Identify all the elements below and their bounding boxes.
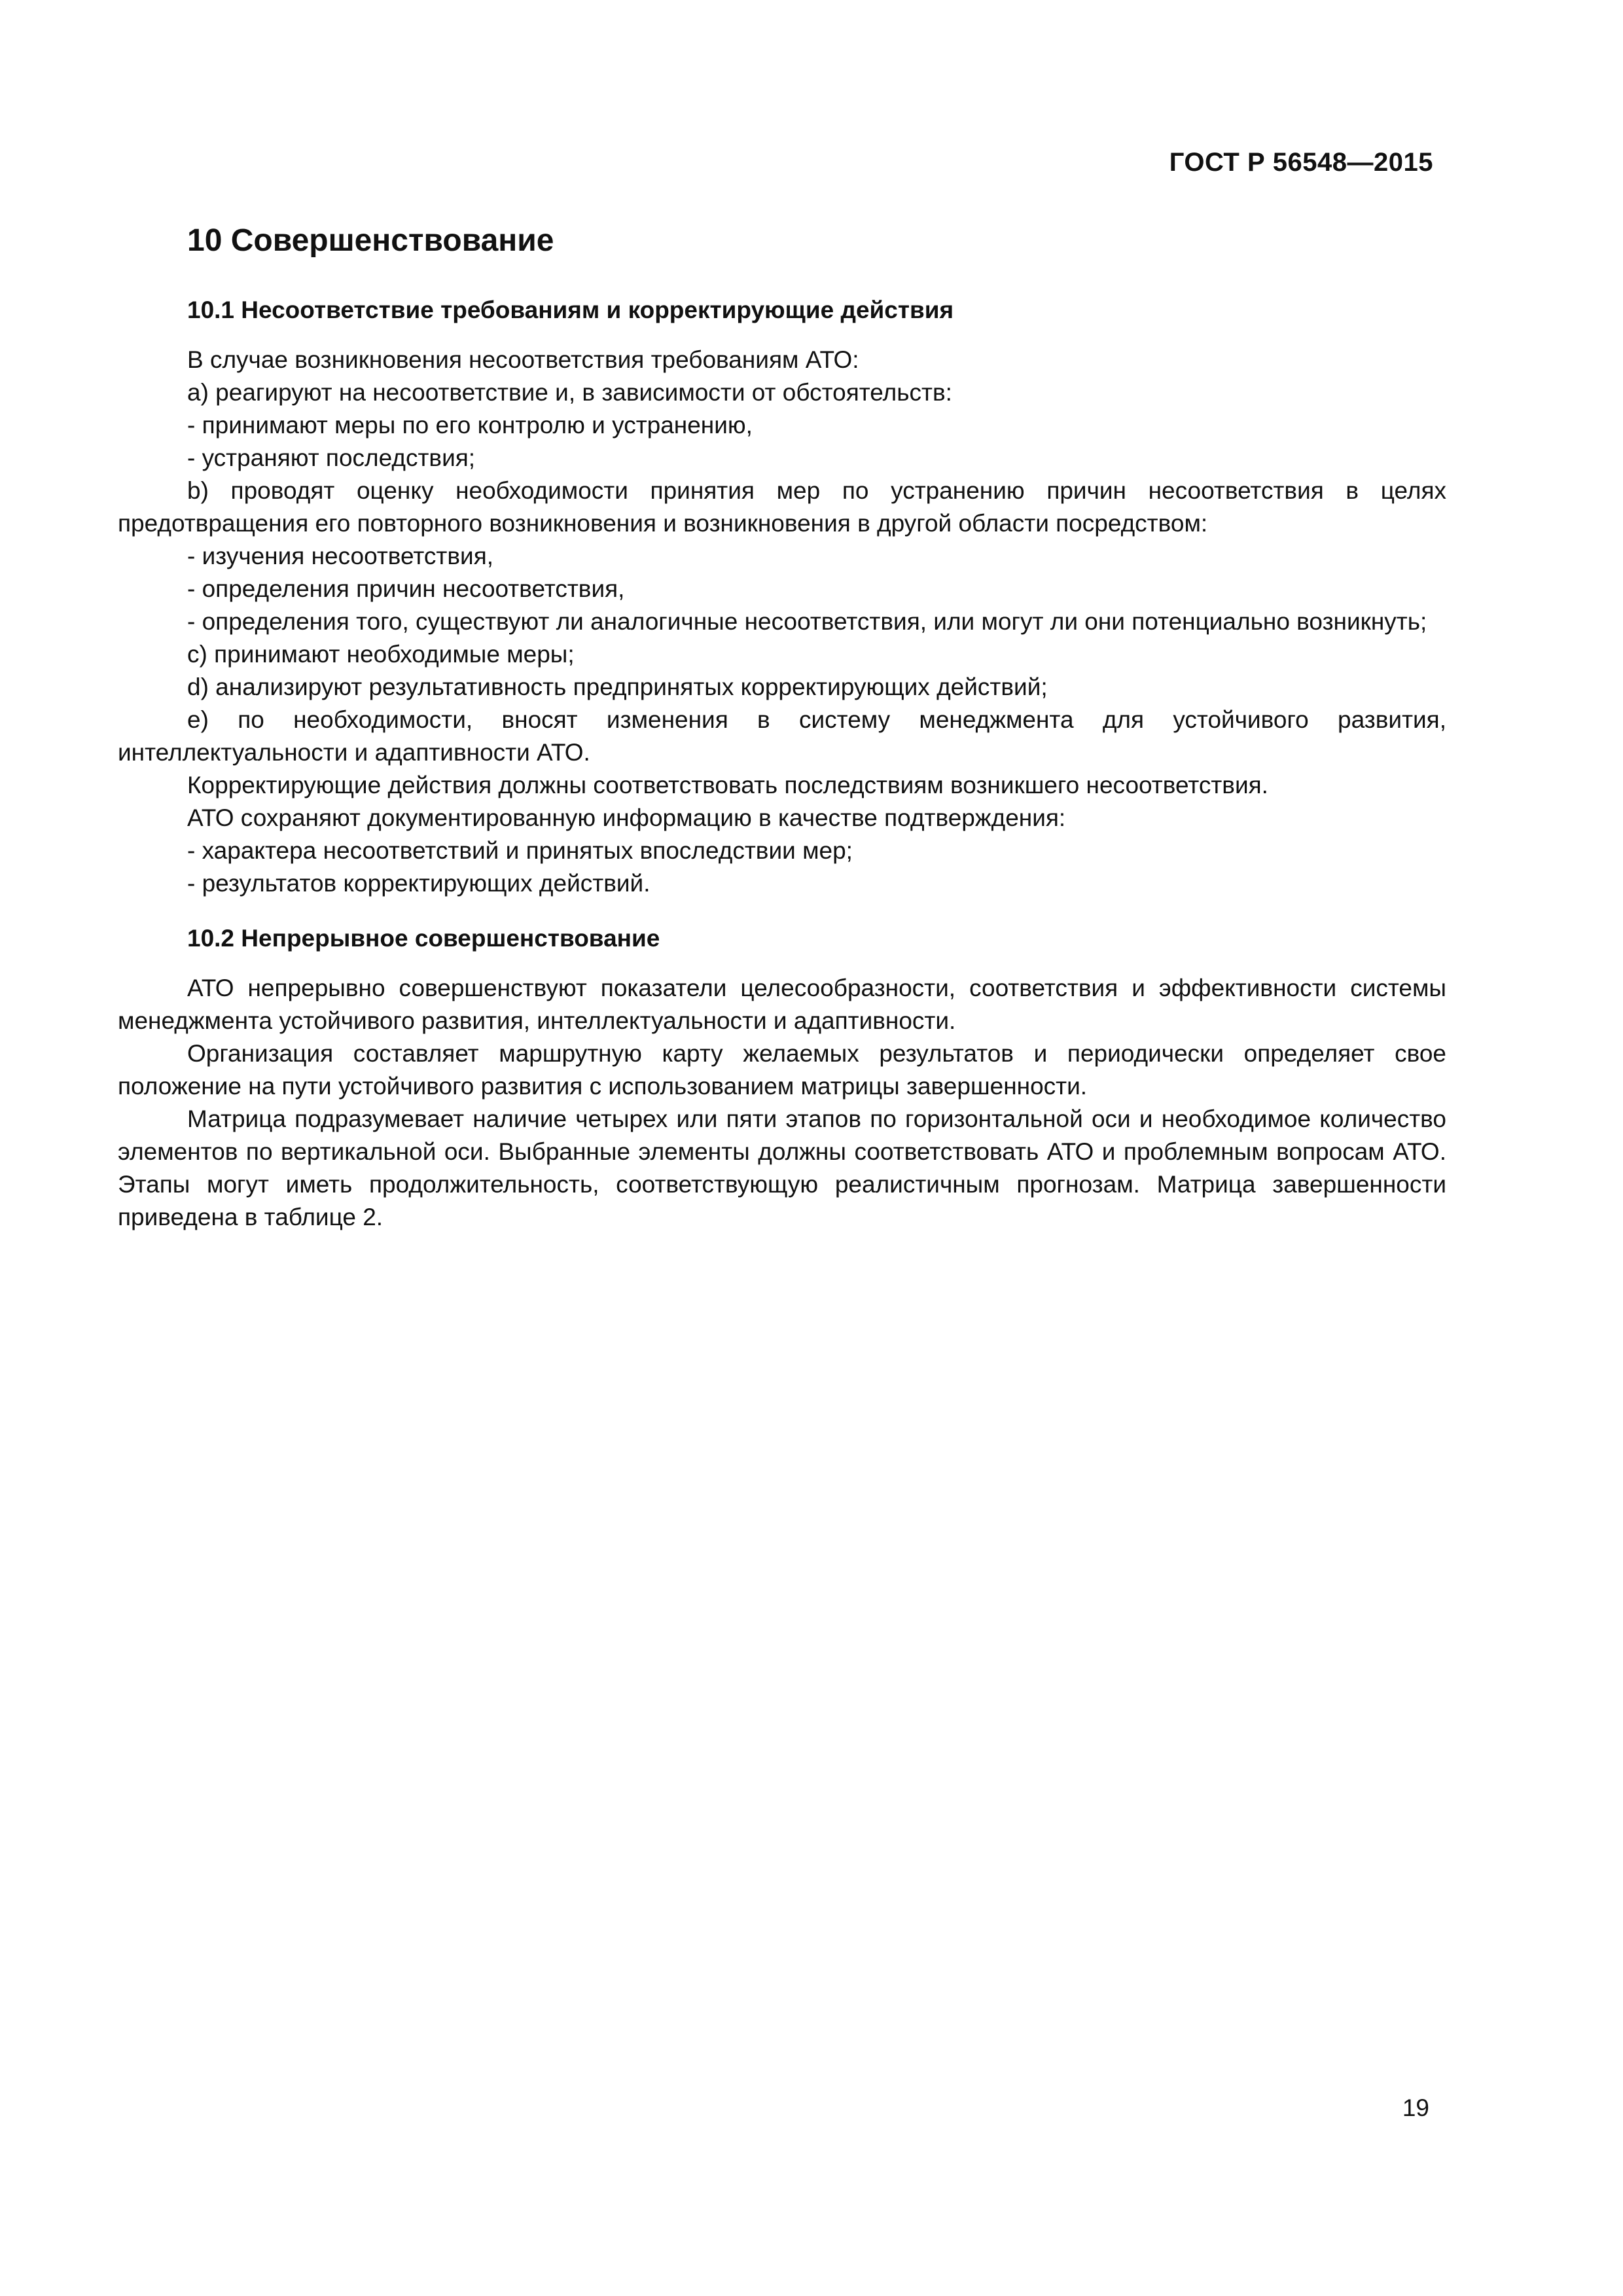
paragraph: - устраняют последствия; xyxy=(187,444,476,471)
paragraph: Корректирующие действия должны соответствовать последствиям возникшего несоответствия. xyxy=(187,772,1268,798)
page-content xyxy=(118,223,1446,1234)
paragraph: b) проводят оценку необходимости принятия мер по устранению причин несоответствия в целях предотвращения его повторного возникновения и возникновения в другой области посредством: xyxy=(118,477,1446,537)
paragraph: с) принимают необходимые меры; xyxy=(187,641,575,668)
paragraph: В случае возникновения несоответствия требованиям АТО: xyxy=(187,346,859,373)
subsection-title-10-1: 10.1 Несоответствие требованиям и корректирующие действия xyxy=(187,296,954,323)
paragraph: - характера несоответствий и принятых впоследствии мер; xyxy=(187,837,853,864)
paragraph: - принимают меры по его контролю и устранению, xyxy=(187,412,753,439)
paragraph: АТО сохраняют документированную информацию в качестве подтверждения: xyxy=(187,804,1066,831)
paragraph: а) реагируют на несоответствие и, в зависимости от обстоятельств: xyxy=(187,379,952,406)
subsection-title-10-2: 10.2 Непрерывное совершенствование xyxy=(187,925,660,952)
paragraph: - определения причин несоответствия, xyxy=(187,575,625,602)
paragraph: - результатов корректирующих действий. xyxy=(187,870,651,897)
paragraph: - изучения несоответствия, xyxy=(187,543,494,569)
paragraph: d) анализируют результативность предпринятых корректирующих действий; xyxy=(187,673,1048,700)
document-code: ГОСТ Р 56548—2015 xyxy=(1169,148,1433,177)
paragraph: - определения того, существуют ли аналогичные несоответствия, или могут ли они потенциально возникнуть; xyxy=(187,608,1427,635)
paragraph: Матрица подразумевает наличие четырех или пяти этапов по горизонтальной оси и необходимое количество элементов по вертикальной оси. Выбранные элементы должны соответствовать АТО и проблемным вопросам АТО. Этапы могут иметь продолжительность, соответствующую реалистичным прогнозам. Матрица завершенности приведена в таблице 2. xyxy=(118,1105,1446,1230)
paragraph: АТО непрерывно совершенствуют показатели целесообразности, соответствия и эффективности системы менеджмента устойчивого развития, интеллектуальности и адаптивности. xyxy=(118,975,1446,1034)
page-number: 19 xyxy=(1402,2094,1429,2121)
section-title: 10 Совершенствование xyxy=(187,223,554,258)
paragraph: е) по необходимости, вносят изменения в систему менеджмента для устойчивого развития, интеллектуальности и адаптивности АТО. xyxy=(118,706,1446,766)
paragraph: Организация составляет маршрутную карту желаемых результатов и периодически определяет свое положение на пути устойчивого развития с использованием матрицы завершенности. xyxy=(118,1040,1446,1100)
